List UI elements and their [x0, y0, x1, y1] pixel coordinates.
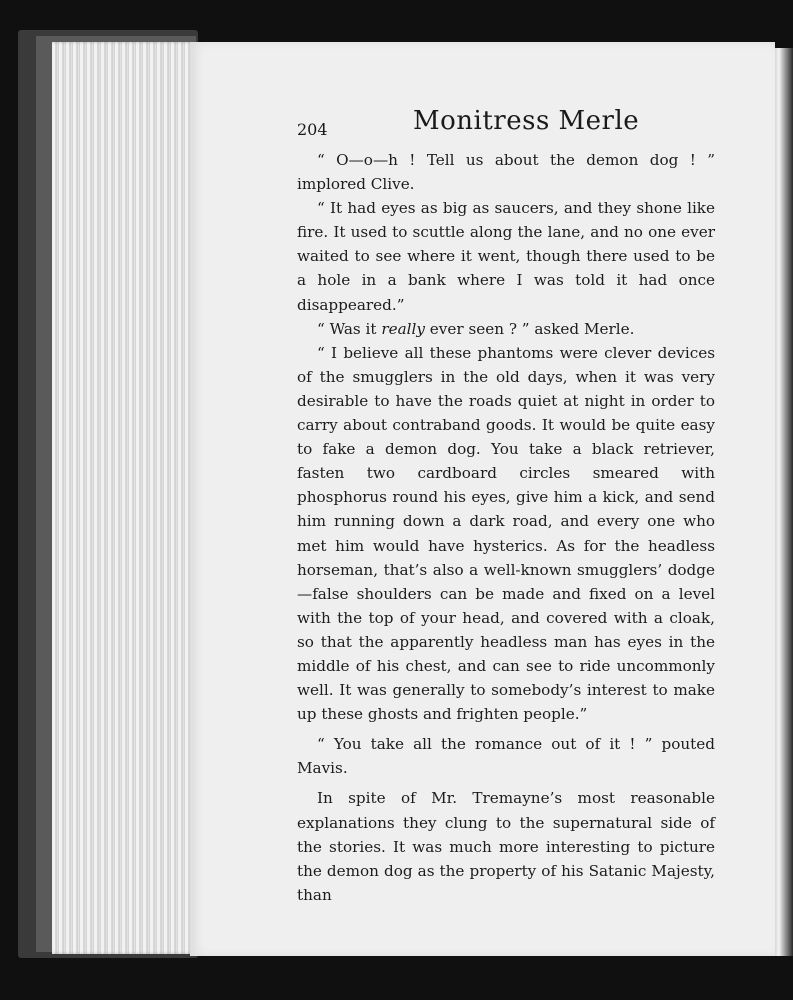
question-end: ever seen ? ” asked Merle. [424, 319, 635, 338]
page-number: 204 [297, 120, 328, 139]
paragraph-romance: “ You take all the romance out of it ! ” pouted Mavis. [297, 735, 715, 778]
paragraph-smugglers-explanation: “ I believe all these phantoms were clever devices of the smugglers in the old days, when it was very desirable to have the roads quiet at night in order to carry about contraband goods. It would be quite easy to fake a demon dog. You take a black retriever, fasten two cardboard circles smeared with phosphorus round his eyes, give him a kick, and send him running down a dark road, and every one who met him would have hysterics. As for the headless horseman, that’s also a well-known smugglers’ dodge—false shoulders can be made and fixed on a level with the top of your head, and covered with a cloak, so that the apparently headless man has eyes in the middle of his chest, and can see to ride uncommonly well. It was generally to somebody’s interest to make up these ghosts and frighten people.” [297, 343, 715, 724]
question-start: “ Was it [317, 319, 382, 338]
paragraph-demon-dog-request: “ O—o—h ! Tell us about the demon dog ! ” implored Clive. [297, 151, 715, 194]
running-title: Monitress Merle [413, 106, 640, 136]
emphasis-really: really [381, 319, 425, 338]
next-page-edge [775, 48, 793, 956]
paragraph-supernatural: In spite of Mr. Tremayne’s most reasonable explanations they clung to the supernatural side of the stories. It was much more interesting to picture the demon dog as the property of his Satanic Majesty, than [297, 789, 715, 904]
page-header [297, 106, 712, 146]
paragraph-eyes-like-saucers: “ It had eyes as big as saucers, and they shone like fire. It used to scuttle along the lane, and no one ever waited to see where it went, though there used to be a hole in a bank where I was told it had once disappeared.” [297, 199, 715, 314]
page-edges [52, 42, 198, 954]
book-page [190, 42, 775, 956]
body-text [297, 148, 715, 907]
paragraph-was-it-seen [297, 317, 715, 341]
